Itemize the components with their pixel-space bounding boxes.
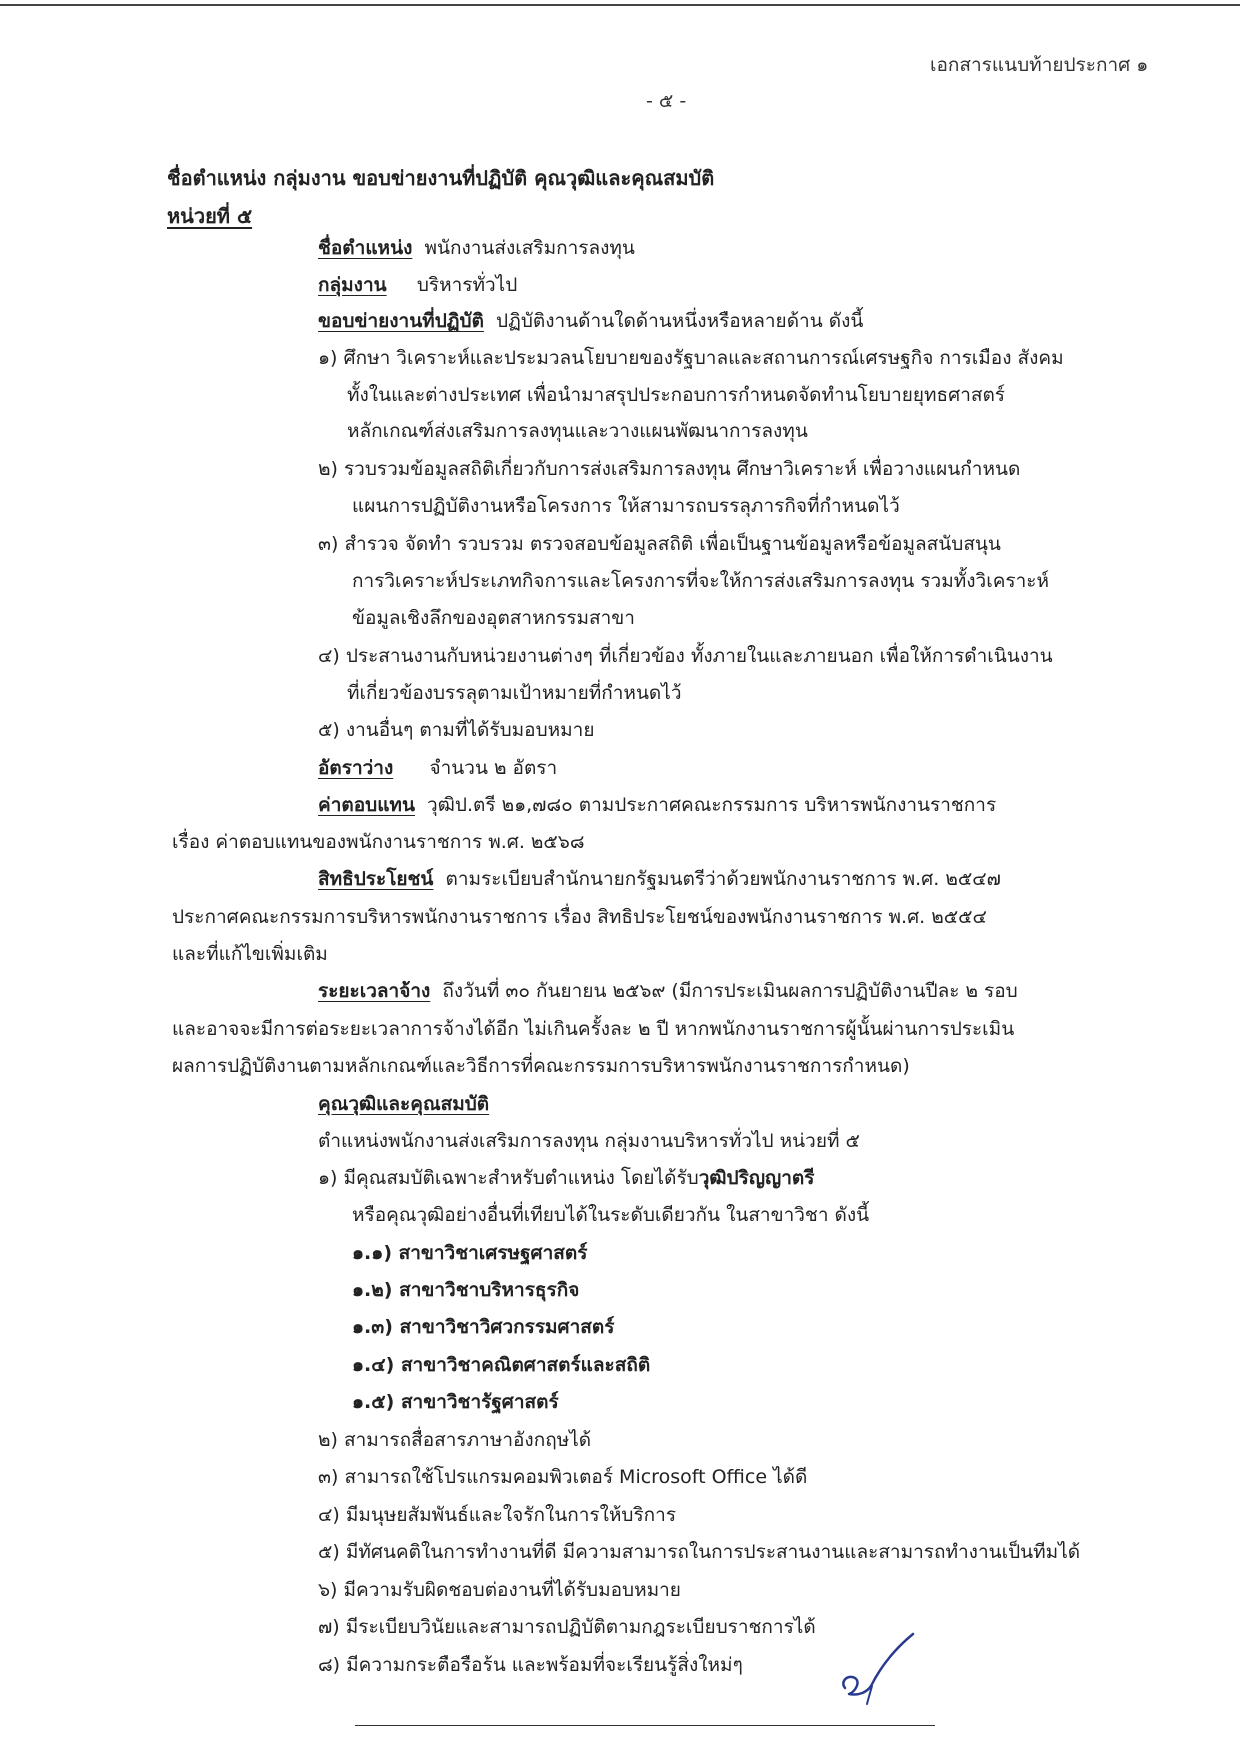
scope-item-5: ๕) งานอื่นๆ ตามที่ได้รับมอบหมาย [318, 719, 595, 741]
qualifications-intro: ตำแหน่งพนักงานส่งเสริมการลงทุน กลุ่มงานบริหารทั่วไป หน่วยที่ ๕ [318, 1130, 860, 1152]
benefits-row [318, 866, 1001, 892]
qualification-item: ๕) มีทัศนคติในการทำงานที่ดี มีความสามารถในการประสานงานและสามารถทำงานเป็นทีมได้ [318, 1541, 1081, 1563]
group-row [318, 272, 517, 298]
qualification-item: ๒) สามารถสื่อสารภาษาอังกฤษได้ [318, 1429, 592, 1451]
vacancy-row [318, 755, 557, 781]
scope-item-2-line-1: ๒) รวบรวมข้อมูลสถิติเกี่ยวกับการส่งเสริมการลงทุน ศึกษาวิเคราะห์ เพื่อวางแผนกำหนด [318, 458, 1021, 480]
unit-heading: หน่วยที่ ๕ [167, 204, 253, 228]
top-border-line [0, 4, 1240, 6]
attachment-label: เอกสารแนบท้ายประกาศ ๑ [930, 54, 1149, 76]
major-item: ๑.๓) สาขาวิชาวิศวกรรมศาสตร์ [352, 1316, 615, 1338]
term-row [318, 978, 1018, 1004]
scope-item-3-line-1: ๓) สำรวจ จัดทำ รวบรวม ตรวจสอบข้อมูลสถิติ เพื่อเป็นฐานข้อมูลหรือข้อมูลสนับสนุน [318, 533, 1001, 555]
major-item: ๑.๕) สาขาวิชารัฐศาสตร์ [352, 1391, 559, 1413]
group-value: บริหารทั่วไป [416, 274, 518, 296]
major-item: ๑.๒) สาขาวิชาบริหารธุรกิจ [352, 1279, 580, 1301]
scope-item-4-line-2: ที่เกี่ยวข้องบรรลุตามเป้าหมายที่กำหนดไว้ [347, 682, 682, 704]
scope-item-3-line-3: ข้อมูลเชิงลึกของอุตสาหกรรมสาขา [352, 607, 635, 629]
scope-value: ปฏิบัติงานด้านใดด้านหนึ่งหรือหลายด้าน ดังนี้ [496, 310, 864, 332]
qualification-item: ๗) มีระเบียบวินัยและสามารถปฏิบัติตามกฎระเบียบราชการได้ [318, 1616, 816, 1638]
scope-item-1-line-2: ทั้งในและต่างประเทศ เพื่อนำมาสรุปประกอบการกำหนดจัดทำนโยบายยุทธศาสตร์ [347, 384, 1006, 406]
qualification-item: ๘) มีความกระตือรือร้น และพร้อมที่จะเรียนรู้สิ่งใหม่ๆ [318, 1654, 743, 1676]
scope-item-1-line-1: ๑) ศึกษา วิเคราะห์และประมวลนโยบายของรัฐบาลและสถานการณ์เศรษฐกิจ การเมือง สังคม [318, 347, 1064, 369]
scope-item-1-line-3: หลักเกณฑ์ส่งเสริมการลงทุนและวางแผนพัฒนาการลงทุน [347, 420, 808, 442]
compensation-line-2: เรื่อง ค่าตอบแทนของพนักงานราชการ พ.ศ. ๒๕๖๘ [172, 831, 585, 853]
benefits-line-3: และที่แก้ไขเพิ่มเติม [172, 943, 328, 965]
position-row [318, 235, 635, 261]
scope-item-3-line-2: การวิเคราะห์ประเภทกิจการและโครงการที่จะให้การส่งเสริมการลงทุน รวมทั้งวิเคราะห์ [352, 570, 1050, 592]
benefits-line-1: ตามระเบียบสำนักนายกรัฐมนตรีว่าด้วยพนักงานราชการ พ.ศ. ๒๕๔๗ [445, 868, 1001, 890]
vacancy-label: อัตราว่าง [318, 757, 394, 779]
document-heading: ชื่อตำแหน่ง กลุ่มงาน ขอบข่ายงานที่ปฏิบัติ คุณวุฒิและคุณสมบัติ [167, 166, 715, 190]
benefits-label: สิทธิประโยชน์ [318, 868, 434, 890]
scope-label: ขอบข่ายงานที่ปฏิบัติ [318, 310, 484, 332]
major-item: ๑.๔) สาขาวิชาคณิตศาสตร์และสถิติ [352, 1354, 651, 1376]
qualification-item: ๓) สามารถใช้โปรแกรมคอมพิวเตอร์ Microsoft Office ได้ดี [318, 1466, 808, 1488]
qualification-item-1 [318, 1165, 814, 1191]
term-line-3: ผลการปฏิบัติงานตามหลักเกณฑ์และวิธีการที่คณะกรรมการบริหารพนักงานราชการกำหนด) [172, 1055, 910, 1077]
scope-item-2-line-2: แผนการปฏิบัติงานหรือโครงการ ให้สามารถบรรลุภารกิจที่กำหนดไว้ [352, 495, 900, 517]
degree-requirement: วุฒิปริญญาตรี [698, 1167, 815, 1189]
page-number: - ๕ - [646, 90, 687, 112]
compensation-line-1: วุฒิป.ตรี ๒๑,๗๘๐ ตามประกาศคณะกรรมการ บริหารพนักงานราชการ [427, 794, 997, 816]
term-line-2: และอาจจะมีการต่อระยะเวลาการจ้างได้อีก ไม่เกินครั้งละ ๒ ปี หากพนักงานราชการผู้นั้นผ่านการประเมิน [172, 1018, 1015, 1040]
group-label: กลุ่มงาน [318, 274, 387, 296]
scope-item-4-line-1: ๔) ประสานงานกับหน่วยงานต่างๆ ที่เกี่ยวข้อง ทั้งภายในและภายนอก เพื่อให้การดำเนินงาน [318, 645, 1053, 667]
position-value: พนักงานส่งเสริมการลงทุน [424, 237, 635, 259]
position-label: ชื่อตำแหน่ง [318, 237, 413, 259]
compensation-label: ค่าตอบแทน [318, 794, 415, 816]
qualifications-label: คุณวุฒิและคุณสมบัติ [318, 1093, 490, 1115]
qualification-item-1-prefix: ๑) มีคุณสมบัติเฉพาะสำหรับตำแหน่ง โดยได้รับ [318, 1167, 699, 1189]
benefits-line-2: ประกาศคณะกรรมการบริหารพนักงานราชการ เรื่อง สิทธิประโยชน์ของพนักงานราชการ พ.ศ. ๒๕๕๔ [172, 906, 987, 928]
term-line-1: ถึงวันที่ ๓๐ กันยายน ๒๕๖๙ (มีการประเมินผลการปฏิบัติงานปีละ ๒ รอบ [442, 980, 1018, 1002]
vacancy-value: จำนวน ๒ อัตรา [429, 757, 558, 779]
term-label: ระยะเวลาจ้าง [318, 980, 431, 1002]
handwritten-initials [825, 1630, 925, 1720]
bottom-divider-line [355, 1725, 935, 1726]
scope-row [318, 308, 863, 334]
major-item: ๑.๑) สาขาวิชาเศรษฐศาสตร์ [352, 1242, 588, 1264]
qualification-item: ๔) มีมนุษยสัมพันธ์และใจรักในการให้บริการ [318, 1504, 677, 1526]
compensation-row [318, 792, 996, 818]
qualification-item: ๖) มีความรับผิดชอบต่องานที่ได้รับมอบหมาย [318, 1579, 681, 1601]
qualification-item-1-line-2: หรือคุณวุฒิอย่างอื่นที่เทียบได้ในระดับเดียวกัน ในสาขาวิชา ดังนี้ [352, 1204, 870, 1226]
